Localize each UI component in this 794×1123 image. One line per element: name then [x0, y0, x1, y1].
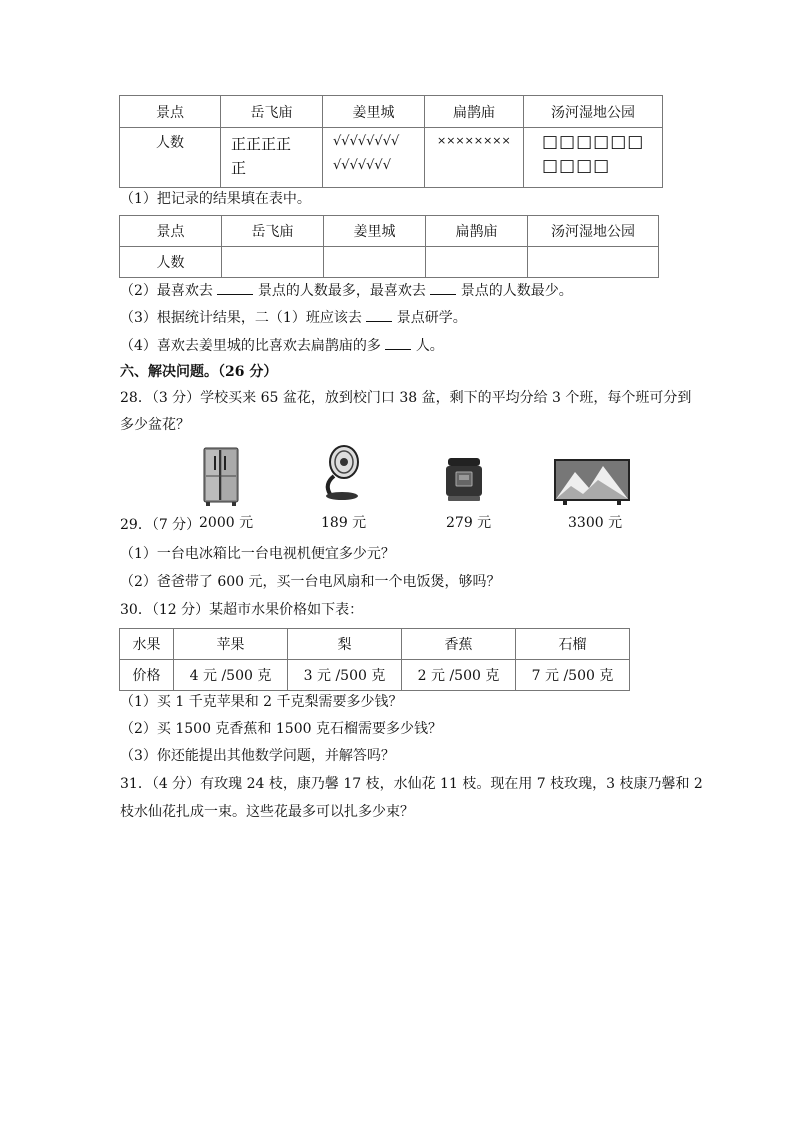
question-3-text: （3）根据统计结果，二（1）班应该去 [120, 310, 362, 326]
electric-fan-icon [320, 444, 366, 502]
question-4-text: 人。 [415, 338, 444, 354]
price-label: 279 元 [446, 515, 492, 531]
fruit-price-cell: 3 元 /500 克 [288, 660, 402, 691]
answer-blank[interactable] [430, 280, 456, 295]
problem-28-line-2: 多少盆花？ [120, 417, 190, 433]
answer-blank[interactable] [366, 307, 392, 322]
tally-row-label: 人数 [120, 128, 221, 188]
tally-header-cell: 岳飞庙 [221, 96, 323, 128]
question-2-text: （2）最喜欢去 [120, 283, 213, 299]
rice-cooker-icon [444, 456, 484, 504]
price-label: 3300 元 [568, 515, 623, 531]
problem-31-line-2: 枝水仙花扎成一束。这些花最多可以扎多少束？ [120, 804, 414, 820]
fruit-header-cell: 石榴 [516, 629, 630, 660]
problem-29-q2: （2）爸爸带了 600 元，买一台电风扇和一个电饭煲，够吗？ [120, 574, 501, 590]
check-marks: √√√√√√√√ [333, 134, 400, 149]
answer-cell[interactable] [426, 247, 528, 278]
refrigerator-icon [200, 446, 242, 508]
fill-header-cell: 汤河湿地公园 [528, 216, 659, 247]
problem-29-q1: （1）一台电冰箱比一台电视机便宜多少元？ [120, 546, 395, 562]
fruit-header-cell: 水果 [120, 629, 174, 660]
question-1: （1）把记录的结果填在表中。 [120, 191, 311, 207]
problem-30-intro: 30．（12 分）某超市水果价格如下表： [120, 602, 364, 618]
tally-table [119, 95, 663, 188]
question-2-text: 景点的人数最少。 [460, 283, 573, 299]
question-4 [120, 335, 444, 356]
answer-cell[interactable] [528, 247, 659, 278]
fill-table [119, 215, 659, 278]
question-2-text: 景点的人数最多，最喜欢去 [257, 283, 426, 299]
answer-cell[interactable] [324, 247, 426, 278]
problem-30-q2: （2）买 1500 克香蕉和 1500 克石榴需要多少钱？ [120, 721, 442, 737]
question-3 [120, 307, 467, 328]
problem-29-label: 29．（7 分） [120, 517, 201, 533]
question-2 [120, 280, 573, 301]
answer-cell[interactable] [222, 247, 324, 278]
fill-header-cell: 扁鹊庙 [426, 216, 528, 247]
tally-marks: 正正正正 [231, 135, 292, 153]
problem-31-line-1: 31．（4 分）有玫瑰 24 枝，康乃馨 17 枝，水仙花 11 枝。现在用 7 枝玫瑰，3 枝康乃馨和 2 [120, 776, 703, 792]
cross-marks: ×××××××× [437, 134, 511, 147]
fruit-price-table [119, 628, 630, 691]
fruit-header-cell: 梨 [288, 629, 402, 660]
tally-bianque [425, 128, 524, 188]
fill-row-label: 人数 [120, 247, 222, 278]
problem-30-q1: （1）买 1 千克苹果和 2 千克梨需要多少钱？ [120, 694, 403, 710]
question-3-text: 景点研学。 [396, 310, 467, 326]
tally-tanghe [524, 128, 663, 188]
fruit-header-cell: 香蕉 [402, 629, 516, 660]
tally-header-cell: 汤河湿地公园 [524, 96, 663, 128]
tally-marks: 正 [231, 159, 247, 177]
price-label: 189 元 [321, 515, 367, 531]
television-icon [553, 458, 631, 506]
tally-jiangli [323, 128, 425, 188]
fill-header-cell: 景点 [120, 216, 222, 247]
problem-28-line-1: 28．（3 分）学校买来 65 盆花，放到校门口 38 盆，剩下的平均分给 3 个班，每个班可分到 [120, 390, 692, 406]
tally-header-cell: 景点 [120, 96, 221, 128]
fruit-price-cell: 2 元 /500 克 [402, 660, 516, 691]
section-heading: 六、解决问题。（26 分） [120, 364, 278, 380]
tally-yuefei [221, 128, 323, 188]
price-label: 2000 元 [199, 515, 254, 531]
answer-blank[interactable] [217, 280, 253, 295]
box-marks: □□□□□□ [542, 132, 645, 152]
tally-header-cell: 姜里城 [323, 96, 425, 128]
answer-blank[interactable] [385, 335, 411, 350]
box-marks: □□□□ [542, 156, 611, 176]
fill-header-cell: 岳飞庙 [222, 216, 324, 247]
problem-30-q3: （3）你还能提出其他数学问题，并解答吗？ [120, 748, 395, 764]
fruit-header-cell: 苹果 [174, 629, 288, 660]
check-marks: √√√√√√√ [333, 158, 391, 173]
price-row-label: 价格 [120, 660, 174, 691]
fill-header-cell: 姜里城 [324, 216, 426, 247]
tally-header-cell: 扁鹊庙 [425, 96, 524, 128]
fruit-price-cell: 4 元 /500 克 [174, 660, 288, 691]
fruit-price-cell: 7 元 /500 克 [516, 660, 630, 691]
question-4-text: （4）喜欢去姜里城的比喜欢去扁鹊庙的多 [120, 338, 381, 354]
